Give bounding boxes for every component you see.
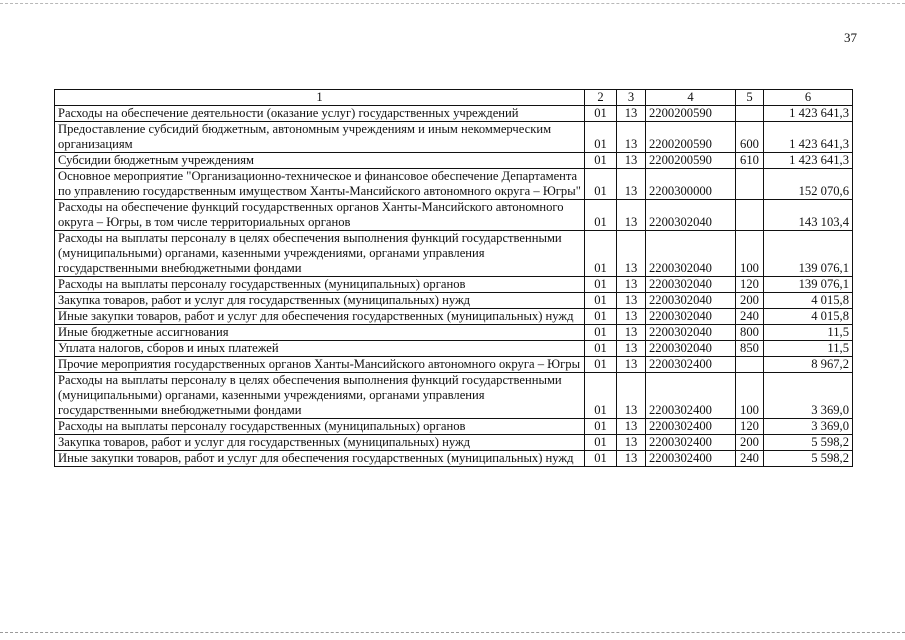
expense-type-cell: 800 bbox=[736, 325, 764, 341]
section-code-cell: 01 bbox=[585, 419, 617, 435]
amount-cell: 152 070,6 bbox=[764, 169, 853, 200]
subsection-code-cell: 13 bbox=[617, 451, 646, 467]
target-article-cell: 2200300000 bbox=[646, 169, 736, 200]
amount-cell: 11,5 bbox=[764, 325, 853, 341]
row-name-cell: Иные закупки товаров, работ и услуг для обеспечения государственных (муниципальных) нужд bbox=[55, 451, 585, 467]
table-row bbox=[55, 309, 853, 325]
target-article-cell: 2200302400 bbox=[646, 451, 736, 467]
table-row bbox=[55, 373, 853, 419]
expense-type-cell bbox=[736, 200, 764, 231]
section-code-cell: 01 bbox=[585, 200, 617, 231]
section-code-cell: 01 bbox=[585, 231, 617, 277]
subsection-code-cell: 13 bbox=[617, 122, 646, 153]
expense-type-cell: 240 bbox=[736, 309, 764, 325]
header-cell: 4 bbox=[646, 90, 736, 106]
table-row bbox=[55, 419, 853, 435]
subsection-code-cell: 13 bbox=[617, 169, 646, 200]
header-row bbox=[55, 90, 853, 106]
header-cell: 1 bbox=[55, 90, 585, 106]
subsection-code-cell: 13 bbox=[617, 153, 646, 169]
section-code-cell: 01 bbox=[585, 106, 617, 122]
target-article-cell: 2200302040 bbox=[646, 309, 736, 325]
expense-type-cell: 100 bbox=[736, 231, 764, 277]
target-article-cell: 2200200590 bbox=[646, 153, 736, 169]
table-row bbox=[55, 293, 853, 309]
expense-type-cell: 600 bbox=[736, 122, 764, 153]
target-article-cell: 2200200590 bbox=[646, 122, 736, 153]
top-scan-line bbox=[0, 3, 905, 4]
expense-type-cell: 610 bbox=[736, 153, 764, 169]
amount-cell: 1 423 641,3 bbox=[764, 122, 853, 153]
section-code-cell: 01 bbox=[585, 169, 617, 200]
expense-type-cell bbox=[736, 106, 764, 122]
table-row bbox=[55, 106, 853, 122]
subsection-code-cell: 13 bbox=[617, 231, 646, 277]
target-article-cell: 2200302400 bbox=[646, 435, 736, 451]
bottom-scan-line bbox=[0, 632, 905, 633]
row-name-cell: Расходы на выплаты персоналу государственных (муниципальных) органов bbox=[55, 277, 585, 293]
header-cell: 2 bbox=[585, 90, 617, 106]
amount-cell: 139 076,1 bbox=[764, 231, 853, 277]
expense-type-cell: 200 bbox=[736, 293, 764, 309]
target-article-cell: 2200302040 bbox=[646, 341, 736, 357]
header-cell: 3 bbox=[617, 90, 646, 106]
amount-cell: 4 015,8 bbox=[764, 293, 853, 309]
table-row bbox=[55, 325, 853, 341]
table-row bbox=[55, 122, 853, 153]
section-code-cell: 01 bbox=[585, 451, 617, 467]
target-article-cell: 2200200590 bbox=[646, 106, 736, 122]
amount-cell: 143 103,4 bbox=[764, 200, 853, 231]
expense-type-cell: 850 bbox=[736, 341, 764, 357]
row-name-cell: Закупка товаров, работ и услуг для государственных (муниципальных) нужд bbox=[55, 293, 585, 309]
target-article-cell: 2200302040 bbox=[646, 200, 736, 231]
row-name-cell: Расходы на выплаты персоналу в целях обеспечения выполнения функций государственными (муниципальными) органами, казенными учреждениями, органами управления государственными внебюджетными фондами bbox=[55, 231, 585, 277]
amount-cell: 8 967,2 bbox=[764, 357, 853, 373]
row-name-cell: Расходы на выплаты персоналу в целях обеспечения выполнения функций государственными (муниципальными) органами, казенными учреждениями, органами управления государственными внебюджетными фондами bbox=[55, 373, 585, 419]
row-name-cell: Иные бюджетные ассигнования bbox=[55, 325, 585, 341]
subsection-code-cell: 13 bbox=[617, 419, 646, 435]
amount-cell: 3 369,0 bbox=[764, 419, 853, 435]
row-name-cell: Закупка товаров, работ и услуг для государственных (муниципальных) нужд bbox=[55, 435, 585, 451]
section-code-cell: 01 bbox=[585, 277, 617, 293]
target-article-cell: 2200302400 bbox=[646, 419, 736, 435]
subsection-code-cell: 13 bbox=[617, 373, 646, 419]
row-name-cell: Иные закупки товаров, работ и услуг для обеспечения государственных (муниципальных) нужд bbox=[55, 309, 585, 325]
amount-cell: 4 015,8 bbox=[764, 309, 853, 325]
table-row bbox=[55, 341, 853, 357]
row-name-cell: Расходы на обеспечение деятельности (оказание услуг) государственных учреждений bbox=[55, 106, 585, 122]
table-row bbox=[55, 451, 853, 467]
expense-type-cell: 120 bbox=[736, 277, 764, 293]
subsection-code-cell: 13 bbox=[617, 293, 646, 309]
amount-cell: 1 423 641,3 bbox=[764, 106, 853, 122]
expense-type-cell: 120 bbox=[736, 419, 764, 435]
section-code-cell: 01 bbox=[585, 341, 617, 357]
target-article-cell: 2200302040 bbox=[646, 277, 736, 293]
header-cell: 5 bbox=[736, 90, 764, 106]
target-article-cell: 2200302400 bbox=[646, 373, 736, 419]
table-row bbox=[55, 231, 853, 277]
amount-cell: 11,5 bbox=[764, 341, 853, 357]
page-number: 37 bbox=[844, 30, 857, 45]
expense-type-cell: 240 bbox=[736, 451, 764, 467]
row-name-cell: Субсидии бюджетным учреждениям bbox=[55, 153, 585, 169]
table-row bbox=[55, 357, 853, 373]
row-name-cell: Расходы на выплаты персоналу государственных (муниципальных) органов bbox=[55, 419, 585, 435]
subsection-code-cell: 13 bbox=[617, 341, 646, 357]
table-row bbox=[55, 200, 853, 231]
subsection-code-cell: 13 bbox=[617, 106, 646, 122]
table-row bbox=[55, 435, 853, 451]
target-article-cell: 2200302040 bbox=[646, 325, 736, 341]
table-row bbox=[55, 169, 853, 200]
section-code-cell: 01 bbox=[585, 357, 617, 373]
expense-type-cell bbox=[736, 169, 764, 200]
subsection-code-cell: 13 bbox=[617, 200, 646, 231]
row-name-cell: Предоставление субсидий бюджетным, автономным учреждениям и иным некоммерческим организациям bbox=[55, 122, 585, 153]
budget-table bbox=[54, 89, 853, 467]
row-name-cell: Расходы на обеспечение функций государственных органов Ханты-Мансийского автономного округа – Югры, в том числе территориальных органов bbox=[55, 200, 585, 231]
row-name-cell: Прочие мероприятия государственных органов Ханты-Мансийского автономного округа – Югры bbox=[55, 357, 585, 373]
subsection-code-cell: 13 bbox=[617, 325, 646, 341]
header-cell: 6 bbox=[764, 90, 853, 106]
target-article-cell: 2200302400 bbox=[646, 357, 736, 373]
section-code-cell: 01 bbox=[585, 293, 617, 309]
amount-cell: 139 076,1 bbox=[764, 277, 853, 293]
section-code-cell: 01 bbox=[585, 435, 617, 451]
amount-cell: 5 598,2 bbox=[764, 435, 853, 451]
row-name-cell: Основное мероприятие "Организационно-техническое и финансовое обеспечение Департамента по управлению государственным имуществом Ханты-Мансийского автономного округа – Югры" bbox=[55, 169, 585, 200]
amount-cell: 1 423 641,3 bbox=[764, 153, 853, 169]
amount-cell: 3 369,0 bbox=[764, 373, 853, 419]
expense-type-cell bbox=[736, 357, 764, 373]
subsection-code-cell: 13 bbox=[617, 435, 646, 451]
section-code-cell: 01 bbox=[585, 325, 617, 341]
table-row bbox=[55, 153, 853, 169]
table-body bbox=[55, 106, 853, 467]
table-row bbox=[55, 277, 853, 293]
section-code-cell: 01 bbox=[585, 373, 617, 419]
section-code-cell: 01 bbox=[585, 122, 617, 153]
section-code-cell: 01 bbox=[585, 309, 617, 325]
expense-type-cell: 100 bbox=[736, 373, 764, 419]
target-article-cell: 2200302040 bbox=[646, 293, 736, 309]
subsection-code-cell: 13 bbox=[617, 277, 646, 293]
row-name-cell: Уплата налогов, сборов и иных платежей bbox=[55, 341, 585, 357]
subsection-code-cell: 13 bbox=[617, 357, 646, 373]
section-code-cell: 01 bbox=[585, 153, 617, 169]
subsection-code-cell: 13 bbox=[617, 309, 646, 325]
target-article-cell: 2200302040 bbox=[646, 231, 736, 277]
expense-type-cell: 200 bbox=[736, 435, 764, 451]
amount-cell: 5 598,2 bbox=[764, 451, 853, 467]
